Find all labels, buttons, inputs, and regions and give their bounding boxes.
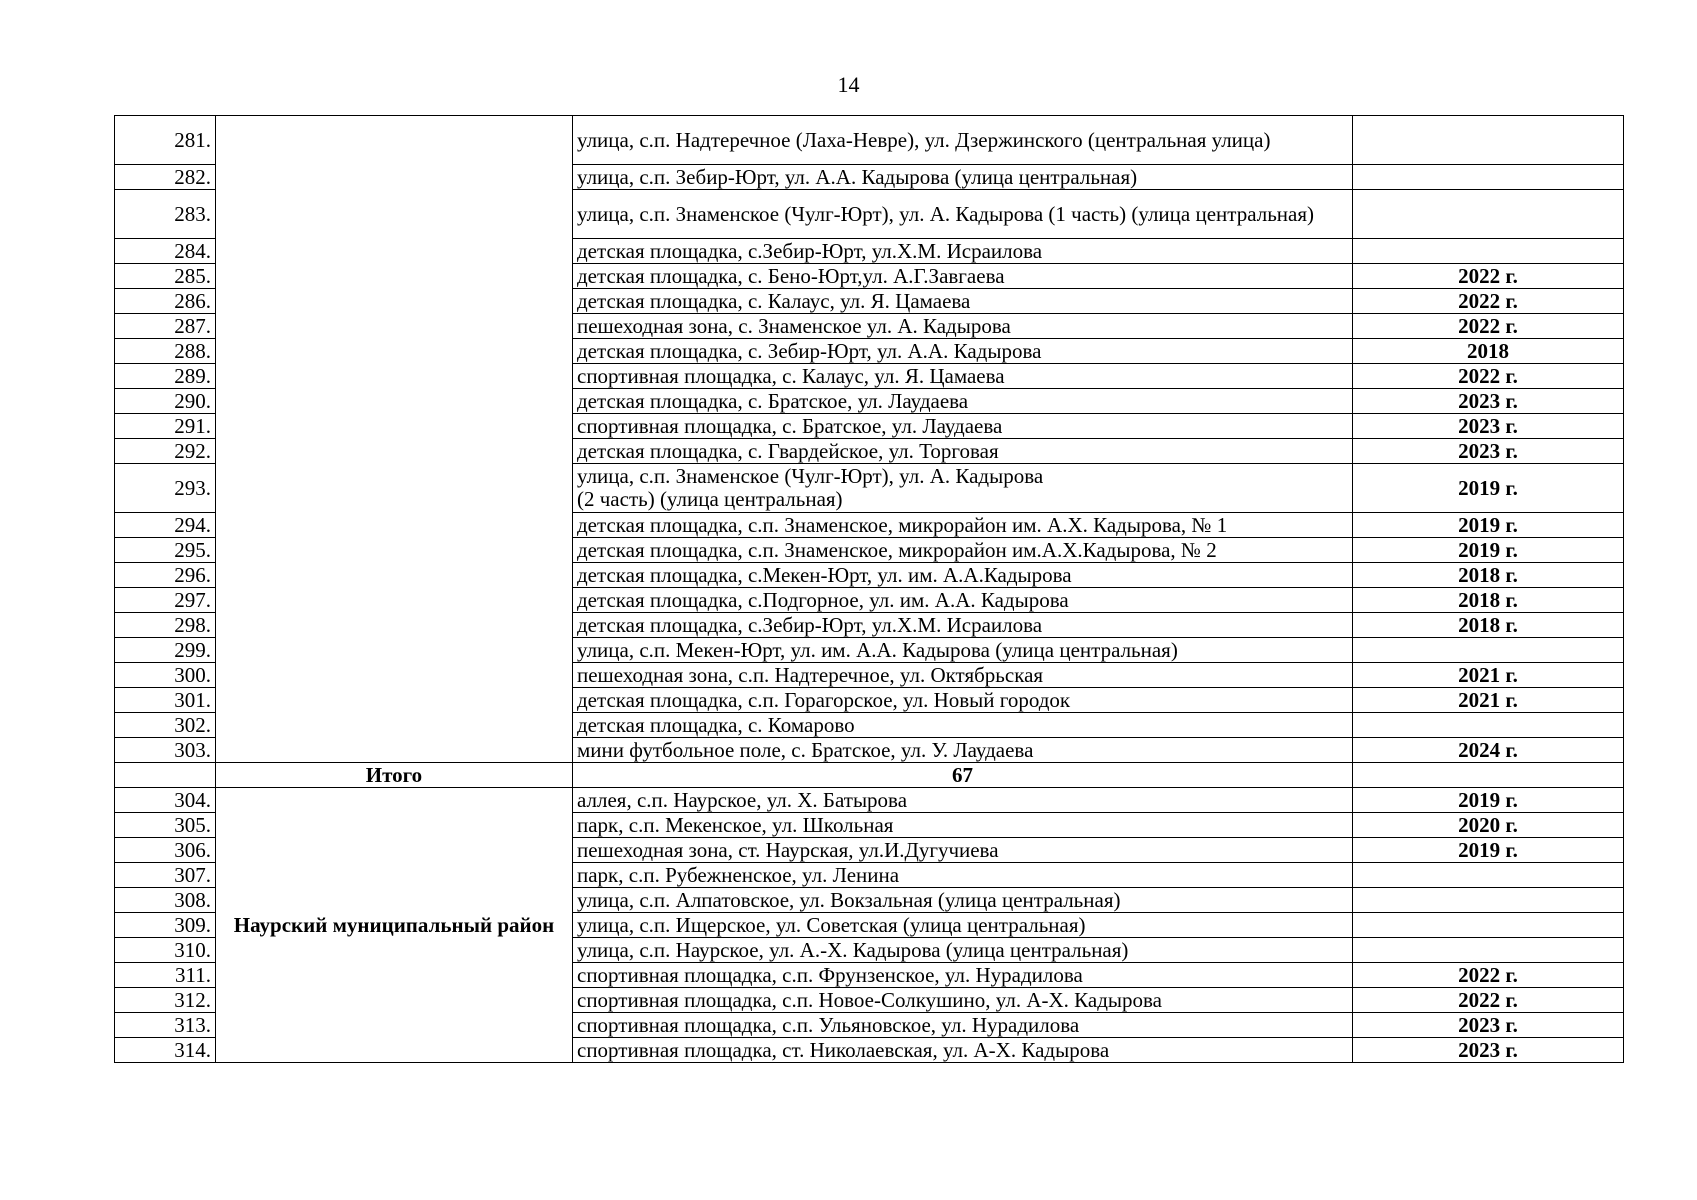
object-name: улица, с.п. Алпатовское, ул. Вокзальная (улица центральная) xyxy=(573,888,1353,913)
object-year: 2022 г. xyxy=(1353,963,1624,988)
object-year: 2019 г. xyxy=(1353,838,1624,863)
row-number: 294. xyxy=(115,513,216,538)
object-name: улица, с.п. Ищерское, ул. Советская (улица центральная) xyxy=(573,913,1353,938)
object-year: 2020 г. xyxy=(1353,813,1624,838)
total-section xyxy=(115,763,1624,788)
object-year: 2022 г. xyxy=(1353,314,1624,339)
object-name: мини футбольное поле, с. Братское, ул. У. Лаудаева xyxy=(573,738,1353,763)
object-year: 2023 г. xyxy=(1353,389,1624,414)
object-year: 2021 г. xyxy=(1353,688,1624,713)
object-name: спортивная площадка, с.п. Фрунзенское, ул. Нурадилова xyxy=(573,963,1353,988)
row-number: 311. xyxy=(115,963,216,988)
object-year: 2018 xyxy=(1353,339,1624,364)
object-name: детская площадка, с.п. Знаменское, микрорайон им. А.Х. Кадырова, № 1 xyxy=(573,513,1353,538)
object-year xyxy=(1353,239,1624,264)
row-number: 290. xyxy=(115,389,216,414)
row-number: 306. xyxy=(115,838,216,863)
row-number: 307. xyxy=(115,863,216,888)
object-year xyxy=(1353,165,1624,190)
row-number: 295. xyxy=(115,538,216,563)
row-number: 314. xyxy=(115,1038,216,1063)
table-row xyxy=(115,116,1624,165)
row-number: 296. xyxy=(115,563,216,588)
object-name: детская площадка, с. Гвардейское, ул. Торговая xyxy=(573,439,1353,464)
object-name: улица, с.п. Зебир-Юрт, ул. А.А. Кадырова (улица центральная) xyxy=(573,165,1353,190)
object-year xyxy=(1353,863,1624,888)
object-year: 2019 г. xyxy=(1353,464,1624,513)
object-name: улица, с.п. Наурское, ул. А.-Х. Кадырова (улица центральная) xyxy=(573,938,1353,963)
row-number: 297. xyxy=(115,588,216,613)
row-number: 287. xyxy=(115,314,216,339)
object-name: улица, с.п. Мекен-Юрт, ул. им. А.А. Кадырова (улица центральная) xyxy=(573,638,1353,663)
object-year: 2021 г. xyxy=(1353,663,1624,688)
object-name: пешеходная зона, с. Знаменское ул. А. Кадырова xyxy=(573,314,1353,339)
object-name: спортивная площадка, с.п. Новое-Солкушино, ул. А-Х. Кадырова xyxy=(573,988,1353,1013)
object-year: 2022 г. xyxy=(1353,988,1624,1013)
row-number: 289. xyxy=(115,364,216,389)
object-name: улица, с.п. Знаменское (Чулг-Юрт), ул. А. Кадырова (1 часть) (улица центральная) xyxy=(573,190,1353,239)
object-year: 2022 г. xyxy=(1353,364,1624,389)
row-number: 283. xyxy=(115,190,216,239)
object-name: улица, с.п. Знаменское (Чулг-Юрт), ул. А. Кадырова (2 часть) (улица центральная) xyxy=(573,464,1353,513)
object-name: детская площадка, с. Бено-Юрт,ул. А.Г.Завгаева xyxy=(573,264,1353,289)
object-year: 2018 г. xyxy=(1353,613,1624,638)
row-number: 308. xyxy=(115,888,216,913)
row-number: 301. xyxy=(115,688,216,713)
object-name: спортивная площадка, с. Братское, ул. Лаудаева xyxy=(573,414,1353,439)
table-section-naursky xyxy=(115,788,1624,1063)
object-name: детская площадка, с. Калаус, ул. Я. Цамаева xyxy=(573,289,1353,314)
object-name: детская площадка, с.Подгорное, ул. им. А.А. Кадырова xyxy=(573,588,1353,613)
object-name: детская площадка, с.Зебир-Юрт, ул.Х.М. Исраилова xyxy=(573,613,1353,638)
object-name: парк, с.п. Мекенское, ул. Школьная xyxy=(573,813,1353,838)
row-number: 309. xyxy=(115,913,216,938)
row-number: 303. xyxy=(115,738,216,763)
object-year: 2018 г. xyxy=(1353,588,1624,613)
object-year xyxy=(1353,190,1624,239)
object-name: аллея, с.п. Наурское, ул. Х. Батырова xyxy=(573,788,1353,813)
object-year: 2023 г. xyxy=(1353,1038,1624,1063)
object-name: спортивная площадка, с.п. Ульяновское, ул. Нурадилова xyxy=(573,1013,1353,1038)
object-name: спортивная площадка, с. Калаус, ул. Я. Цамаева xyxy=(573,364,1353,389)
row-number: 282. xyxy=(115,165,216,190)
row-number: 312. xyxy=(115,988,216,1013)
object-name: детская площадка, с.п. Знаменское, микрорайон им.А.Х.Кадырова, № 2 xyxy=(573,538,1353,563)
row-number: 298. xyxy=(115,613,216,638)
object-name: детская площадка, с.п. Горагорское, ул. Новый городок xyxy=(573,688,1353,713)
table-section-top xyxy=(115,116,1624,763)
object-name: спортивная площадка, ст. Николаевская, ул. А-Х. Кадырова xyxy=(573,1038,1353,1063)
object-year: 2022 г. xyxy=(1353,264,1624,289)
total-value: 67 xyxy=(573,763,1353,788)
object-year xyxy=(1353,938,1624,963)
row-number: 305. xyxy=(115,813,216,838)
row-number: 304. xyxy=(115,788,216,813)
object-year: 2024 г. xyxy=(1353,738,1624,763)
total-row xyxy=(115,763,1624,788)
total-num-cell xyxy=(115,763,216,788)
object-name: парк, с.п. Рубежненское, ул. Ленина xyxy=(573,863,1353,888)
object-name: детская площадка, с. Братское, ул. Лаудаева xyxy=(573,389,1353,414)
object-name: детская площадка, с.Зебир-Юрт, ул.Х.М. Исраилова xyxy=(573,239,1353,264)
row-number: 286. xyxy=(115,289,216,314)
object-year: 2023 г. xyxy=(1353,439,1624,464)
row-number: 291. xyxy=(115,414,216,439)
row-number: 281. xyxy=(115,116,216,165)
row-number: 288. xyxy=(115,339,216,364)
row-number: 284. xyxy=(115,239,216,264)
object-year xyxy=(1353,713,1624,738)
object-name: улица, с.п. Надтеречное (Лаха-Невре), ул. Дзержинского (центральная улица) xyxy=(573,116,1353,165)
object-name: пешеходная зона, ст. Наурская, ул.И.Дугучиева xyxy=(573,838,1353,863)
object-name: пешеходная зона, с.п. Надтеречное, ул. Октябрьская xyxy=(573,663,1353,688)
object-year: 2019 г. xyxy=(1353,513,1624,538)
objects-table xyxy=(114,115,1624,1063)
row-number: 293. xyxy=(115,464,216,513)
object-year xyxy=(1353,913,1624,938)
row-number: 300. xyxy=(115,663,216,688)
page-number: 14 xyxy=(837,72,860,97)
district-cell xyxy=(216,116,573,763)
object-year: 2018 г. xyxy=(1353,563,1624,588)
object-year xyxy=(1353,116,1624,165)
object-year: 2019 г. xyxy=(1353,788,1624,813)
row-number: 285. xyxy=(115,264,216,289)
object-year: 2023 г. xyxy=(1353,414,1624,439)
row-number: 292. xyxy=(115,439,216,464)
total-label: Итого xyxy=(216,763,573,788)
object-name: детская площадка, с.Мекен-Юрт, ул. им. А.А.Кадырова xyxy=(573,563,1353,588)
district-name: Наурский муниципальный район xyxy=(216,788,573,1063)
object-year xyxy=(1353,638,1624,663)
row-number: 313. xyxy=(115,1013,216,1038)
object-year: 2019 г. xyxy=(1353,538,1624,563)
object-year xyxy=(1353,888,1624,913)
object-year: 2023 г. xyxy=(1353,1013,1624,1038)
total-year-cell xyxy=(1353,763,1624,788)
object-year: 2022 г. xyxy=(1353,289,1624,314)
table-row xyxy=(115,788,1624,813)
object-name: детская площадка, с. Зебир-Юрт, ул. А.А. Кадырова xyxy=(573,339,1353,364)
row-number: 299. xyxy=(115,638,216,663)
row-number: 302. xyxy=(115,713,216,738)
row-number: 310. xyxy=(115,938,216,963)
object-name: детская площадка, с. Комарово xyxy=(573,713,1353,738)
